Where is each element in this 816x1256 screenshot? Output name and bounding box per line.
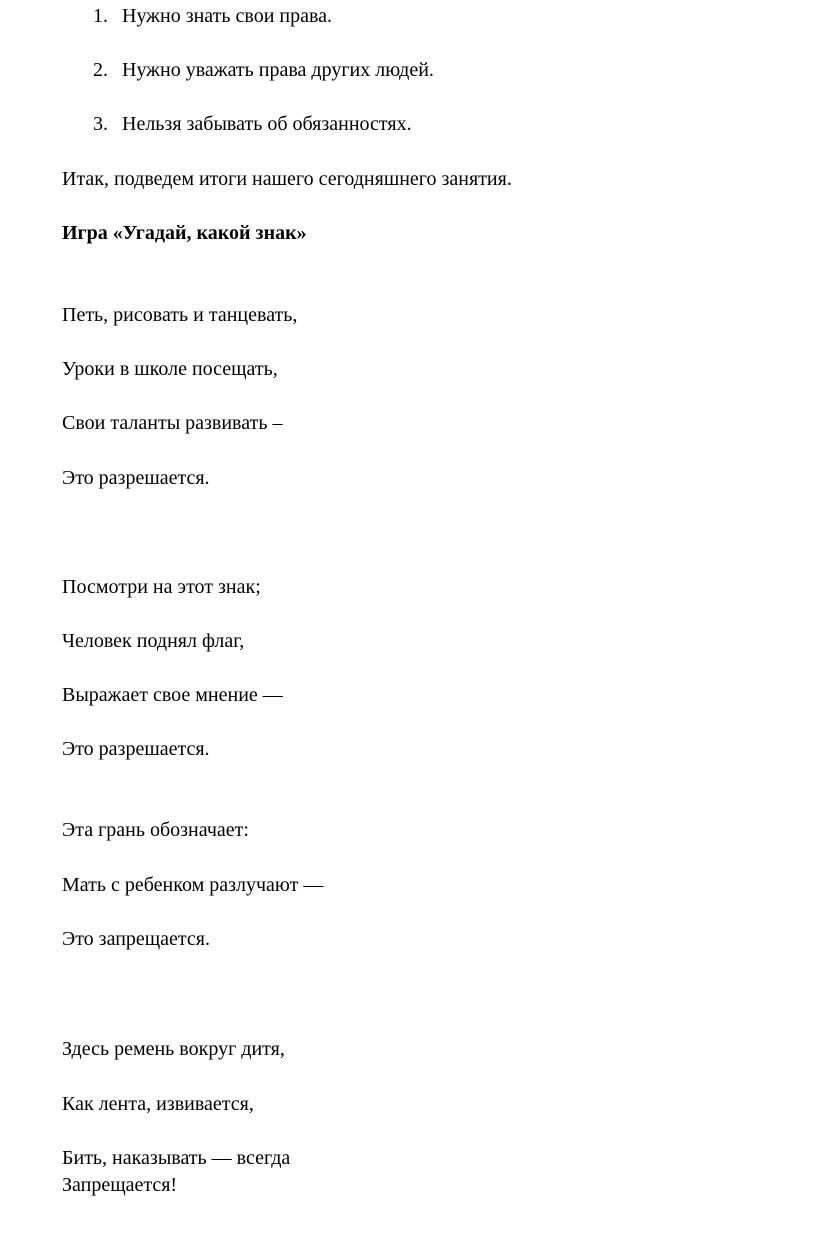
poem-line: Свои таланты развивать – [62,412,283,434]
poem-line: Запрещается! [62,1174,178,1196]
poem-line: Как лента, извивается, [62,1093,254,1115]
list-item [62,112,762,136]
list-text: Нужно уважать права других людей. [122,59,434,81]
poem-line: Выражает свое мнение — [62,684,283,706]
game-title: Игра «Угадай, какой знак» [62,222,307,244]
poem-line: Это разрешается. [62,467,210,489]
poem-line: Мать с ребенком разлучают — [62,874,324,896]
list-number: 1. [93,5,108,27]
list-item [62,58,762,82]
poem-line: Это запрещается. [62,928,210,950]
list-item [62,4,762,28]
list-number: 3. [93,113,108,135]
poem-line: Это разрешается. [62,738,210,760]
poem-line: Петь, рисовать и танцевать, [62,304,298,326]
list-text: Нужно знать свои права. [122,5,333,27]
poem-line: Эта грань обозначает: [62,819,249,841]
list-text: Нельзя забывать об обязанностях. [122,113,412,135]
summary-paragraph: Итак, подведем итоги нашего сегодняшнего занятия. [62,168,512,190]
poem-line: Уроки в школе посещать, [62,358,278,380]
poem-line: Человек поднял флаг, [62,630,245,652]
poem-line: Здесь ремень вокруг дитя, [62,1038,285,1060]
list-number: 2. [93,59,108,81]
poem-line: Посмотри на этот знак; [62,576,261,598]
poem-line: Бить, наказывать — всегда [62,1147,291,1169]
